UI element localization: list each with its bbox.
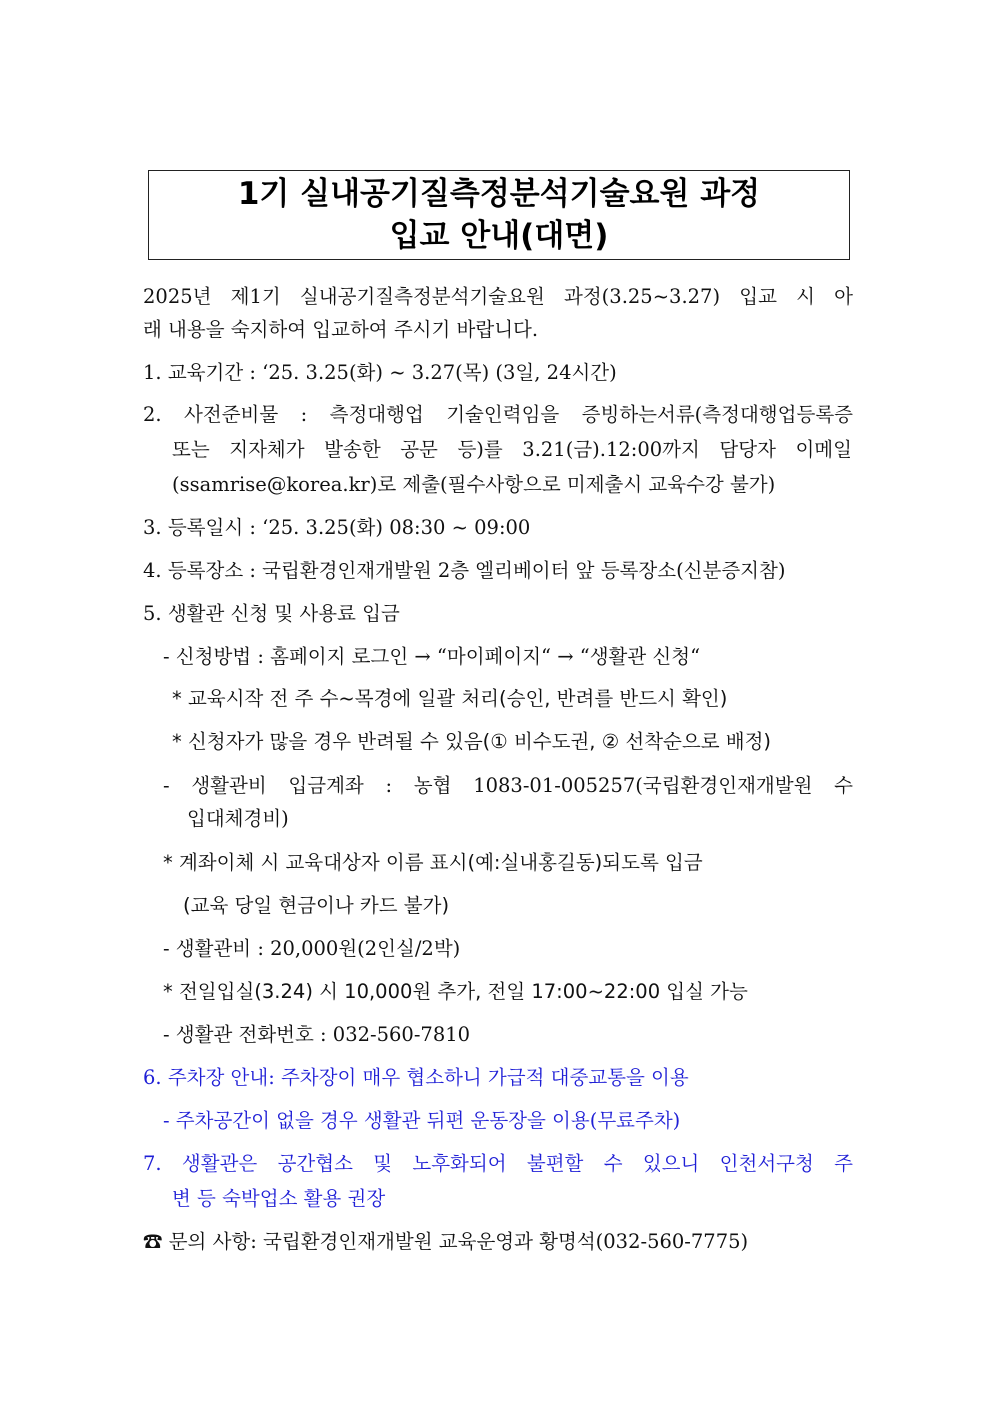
- page-subtitle: 입교 안내(대면): [389, 218, 609, 254]
- contact-line: [143, 1228, 748, 1256]
- item-2-line-2: 또는 지자체가 발송한 공문 등)를 3.21(금).12:00까지 담당자 이메일: [172, 438, 852, 461]
- dorm-phone: - 생활관 전화번호 : 032-560-7810: [163, 1023, 471, 1046]
- intro-line-1: 2025년 제1기 실내공기질측정분석기술요원 과정(3.25~3.27) 입교 시 아: [143, 285, 853, 308]
- apply-method: - 신청방법 : 홈페이지 로그인 → “마이페이지“ → “생활관 신청“: [163, 645, 701, 668]
- account-line-2: 입대체경비): [187, 807, 289, 830]
- item-6-sub: - 주차공간이 없을 경우 생활관 뒤편 운동장을 이용(무료주차): [163, 1109, 681, 1132]
- apply-note-1: * 교육시작 전 주 수~목경에 일괄 처리(승인, 반려를 반드시 확인): [172, 687, 728, 710]
- item-2-num: 2.: [143, 403, 162, 426]
- item-7-line-2: 변 등 숙박업소 활용 권장: [172, 1187, 386, 1210]
- item-3: 3. 등록일시 : ‘25. 3.25(화) 08:30 ~ 09:00: [143, 516, 531, 539]
- early-checkin-note: * 전일입실(3.24) 시 10,000원 추가, 전일 17:00~22:00 입실 가능: [163, 980, 748, 1003]
- item-2-line-3: (ssamrise@korea.kr)로 제출(필수사항으로 미제출시 교육수강 불가): [172, 473, 776, 496]
- apply-note-2: * 신청자가 많을 경우 반려될 수 있음(① 비수도권, ② 선착순으로 배정): [172, 730, 772, 753]
- title-box: [148, 170, 850, 260]
- phone-icon: ☎: [143, 1230, 163, 1253]
- page-title: 1기 실내공기질측정분석기술요원 과정: [237, 176, 761, 212]
- dorm-fee: - 생활관비 : 20,000원(2인실/2박): [163, 937, 461, 960]
- item-2-line-1: 2. 사전준비물 : 측정대행업 기술인력임을 증빙하는서류(측정대행업등록증: [143, 403, 853, 426]
- transfer-note-1: * 계좌이체 시 교육대상자 이름 표시(예:실내홍길동)되도록 입금: [163, 851, 703, 874]
- item-1: [143, 359, 617, 387]
- transfer-note-2: (교육 당일 현금이나 카드 불가): [183, 894, 450, 917]
- item-1-num: 1.: [143, 361, 162, 384]
- item-4: 4. 등록장소 : 국립환경인재개발원 2층 엘리베이터 앞 등록장소(신분증지참): [143, 559, 786, 582]
- item-6: 6. 주차장 안내: 주차장이 매우 협소하니 가급적 대중교통을 이용: [143, 1066, 689, 1089]
- item-5: 5. 생활관 신청 및 사용료 입금: [143, 602, 400, 625]
- intro-line-2: 래 내용을 숙지하여 입교하여 주시기 바랍니다.: [143, 318, 539, 341]
- item-7-line-1: 7. 생활관은 공간협소 및 노후화되어 불편할 수 있으니 인천서구청 주: [143, 1152, 853, 1175]
- account-line-1: - 생활관비 입금계좌 : 농협 1083-01-005257(국립환경인재개발원 수: [163, 774, 853, 797]
- contact-text: 문의 사항: 국립환경인재개발원 교육운영과 황명석(032-560-7775): [168, 1230, 749, 1253]
- item-1-text: 교육기간 : ‘25. 3.25(화) ~ 3.27(목) (3일, 24시간): [167, 361, 617, 384]
